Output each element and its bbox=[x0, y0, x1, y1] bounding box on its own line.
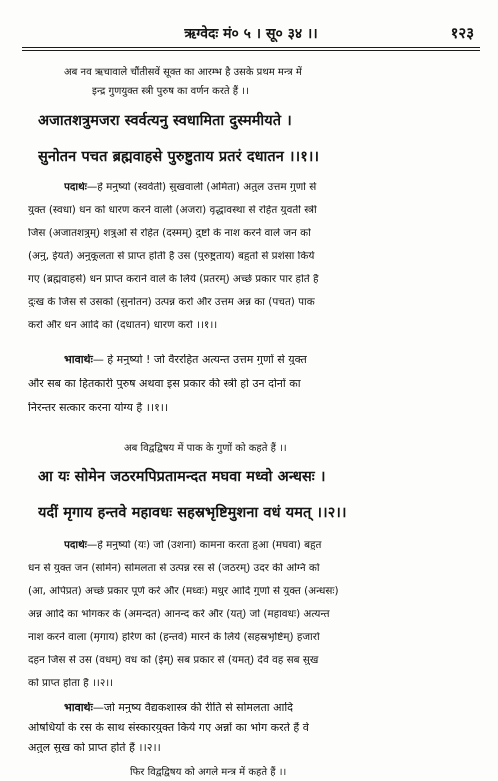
mantra-line: आ यः सोमेन जठरमपिप्रतामन्दत मघवा मध्वो अन्धसः । bbox=[38, 469, 326, 485]
padartha-line: गए (ब्रह्मवाहसे) धन प्राप्त कराने वाले के लिये (प्रतरम्) अच्छे प्रकार पार होते हैं bbox=[28, 274, 319, 285]
bhavartha-line: निरन्तर सत्कार करना योग्य है ।।१।। bbox=[28, 402, 169, 413]
bhavartha-line: अतुल सुख को प्राप्त होते हैं ।।२।। bbox=[28, 742, 161, 753]
padartha-line: दहन जिस से उस (वधम्) वध को (ईम्) सब प्रकार से (यमत्) देवे वह सब सुख bbox=[28, 655, 319, 666]
intro-line: अब नव ऋचावाले चौंतीसवें सूक्त का आरम्भ है उसके प्रथम मन्त्र में bbox=[64, 67, 302, 78]
padartha-label: पदार्थः bbox=[64, 182, 87, 193]
bhavartha-line: भावार्थः—जो मनुष्य वैद्यकशास्त्र की रीति से सोमलता आदि bbox=[64, 702, 294, 713]
padartha-line: जिस (अजातशत्रुम्) शत्रुओं से रहित (दस्मम्) दुष्टों के नाश करने वाले जन को bbox=[28, 228, 311, 239]
bhavartha-label: भावार्थः bbox=[64, 702, 93, 713]
padartha-line: पदार्थः—हे मनुष्यो (यः) जो (उशना) कामना करता हुआ (मघवा) बहुत bbox=[64, 540, 322, 551]
padartha-line: नाश करने वाला (मृगाय) हरिण को (हन्तवे) मारने के लिये (सहस्रभृष्टिम्) हजारों bbox=[28, 632, 320, 643]
page-number: १२३ bbox=[450, 24, 474, 42]
intro-line: इन्द्र गुणयुक्त स्त्री पुरुष का वर्णन करते हैं ।। bbox=[92, 86, 249, 97]
padartha-line: युक्त (स्वधा) धन को धारण करने वाली (अजरा) वृद्धावस्था से रहित युवती स्त्री bbox=[28, 205, 317, 216]
intro-line: अब विद्वद्विषय में पाक के गुणों को कहते हैं ।। bbox=[124, 443, 287, 454]
header-title: ऋग्वेदः मं० ५ । सू० ३४ ।। bbox=[184, 26, 318, 42]
mantra-line: अजातशत्रुमजरा स्वर्वत्यनु स्वधामिता दुस्ममीयते । bbox=[38, 113, 292, 129]
bhavartha-line: और सब का हितकारी पुरुष अथवा इस प्रकार की स्त्री हो उन दोनों का bbox=[28, 378, 301, 389]
running-header bbox=[22, 22, 480, 46]
mantra-line: सुनोतन पचत ब्रह्मवाहसे पुरुष्टुताय प्रतरं दधातन ।।१।। bbox=[38, 149, 320, 165]
bhavartha-line: भावार्थः— हे मनुष्यो ! जो वैररहित अत्यन्त उत्तम गुणों से युक्त bbox=[64, 354, 307, 365]
padartha-line: अन्न आदि का भोगकर के (अमन्दत) आनन्द करे और (यत्) जो (महावधः) अत्यन्त bbox=[28, 609, 330, 620]
padartha-label: पदार्थः bbox=[64, 540, 87, 551]
padartha-line: दुःख के जिस से उसको (सुनोतन) उत्पन्न करो और उत्तम अन्न का (पचत) पाक bbox=[28, 297, 315, 308]
padartha-line: पदार्थः—हे मनुष्यो (स्वर्वती) सुखवाली (अमिता) अतुल उत्तम गुणों से bbox=[64, 182, 317, 193]
padartha-line: को प्राप्त होता है ।।२।। bbox=[28, 678, 114, 689]
mantra-line: यदीं मृगाय हन्तवे महावधः सहस्रभृष्टिमुशना वधं यमत् ।।२।। bbox=[38, 505, 347, 521]
intro-line: फिर विद्वद्विषय को अगले मन्त्र में कहते हैं ।। bbox=[130, 767, 287, 778]
padartha-line: (आ, अपिप्रत) अच्छे प्रकार पूर्ण करे और (मध्वः) मधुर आदि गुणों से युक्त (अन्धसः) bbox=[28, 586, 339, 597]
padartha-line: धन से युक्त जन (सोमेन) सोमलता से उत्पन्न रस से (जठरम्) उदर की अग्नि को bbox=[28, 563, 320, 574]
header-rule-top bbox=[22, 47, 480, 48]
padartha-line: (अनु, ईयते) अनुकूलता से प्राप्त होती है उस (पुरुष्टुताय) बहुतों से प्रशंसा किये bbox=[28, 251, 315, 262]
padartha-line: करो और धन आदि को (दधातन) धारण करो ।।१।। bbox=[28, 320, 218, 331]
header-rule-bottom bbox=[22, 50, 480, 51]
bhavartha-label: भावार्थः bbox=[64, 354, 93, 365]
bhavartha-line: ओषधियों के रस के साथ संस्कारयुक्त किये गए अन्नों का भोग करते हैं वे bbox=[28, 722, 309, 733]
